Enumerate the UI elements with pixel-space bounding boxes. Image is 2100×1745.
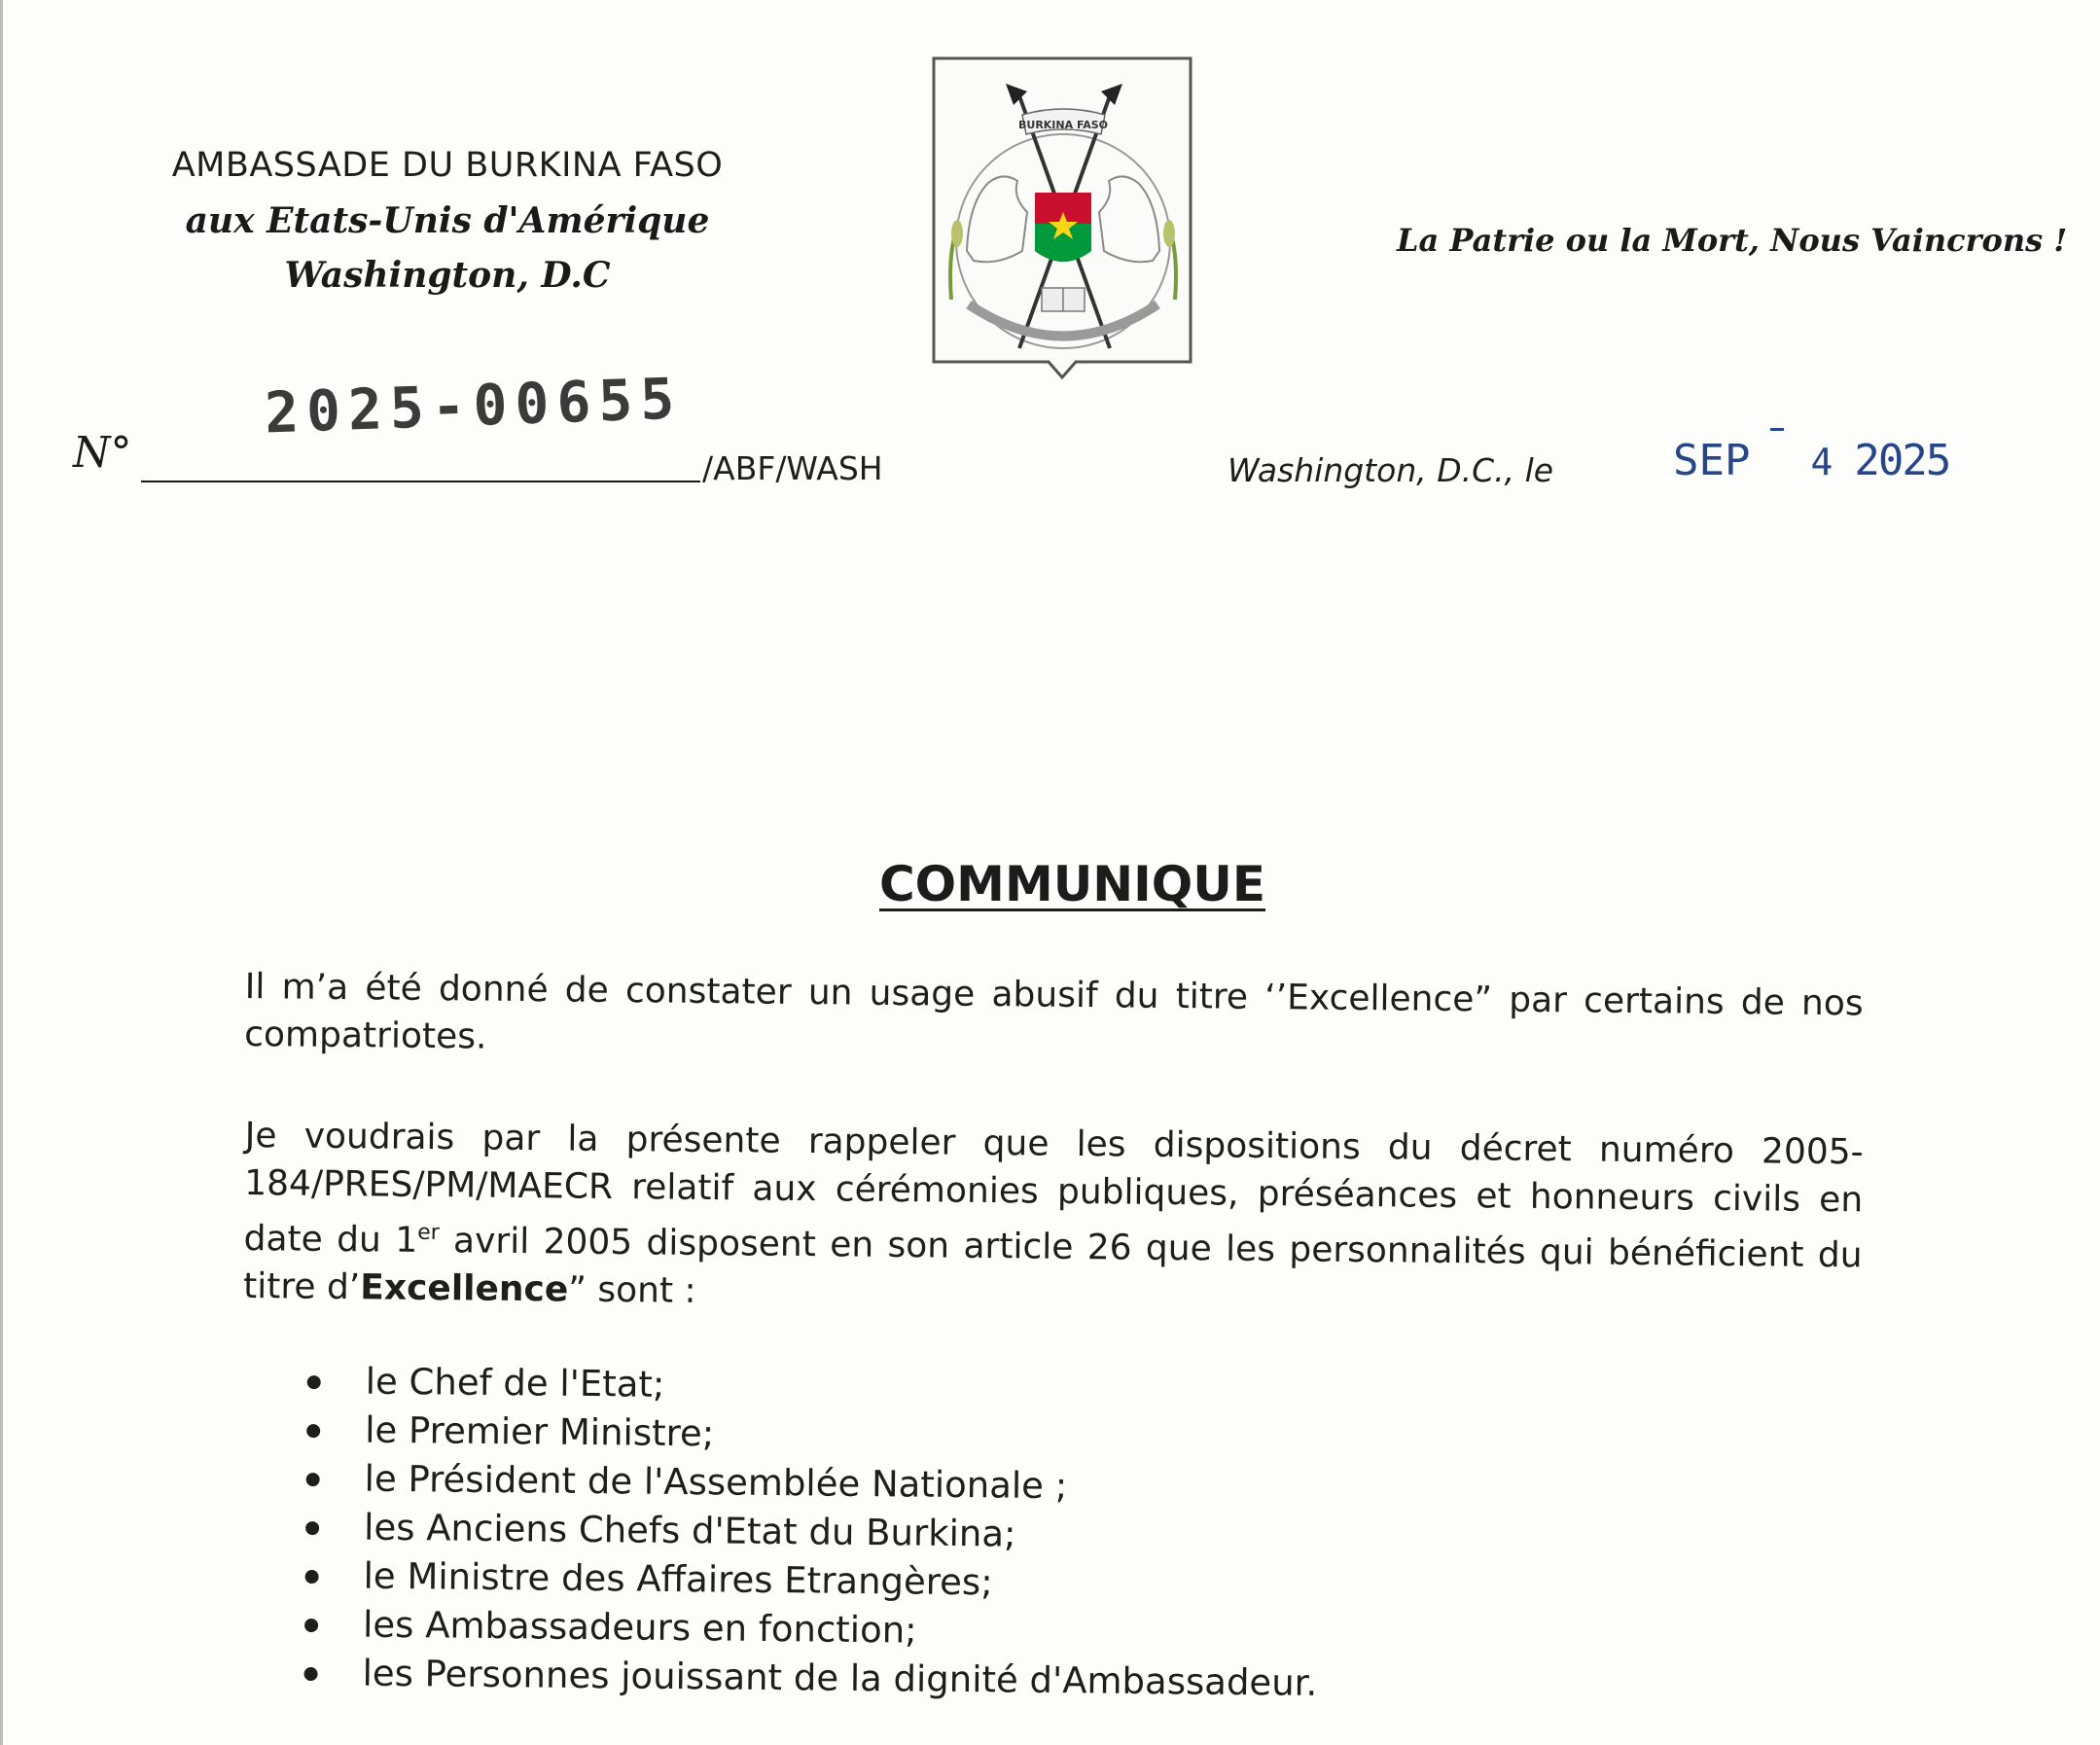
paragraph-2 [243, 1112, 1864, 1327]
paragraph-2-part1: Je voudrais par la présente rappeler que les dispositions du décret numéro 2005-184/PRES/PM/MAECR relatif aux cérémonies publiques, préséances et honneurs civils en date du 1 [243, 1115, 1864, 1261]
list-item: les Ambassadeurs en fonction; [304, 1600, 1318, 1659]
emblem-flag-shield [1035, 193, 1091, 262]
date-day: 4 [1810, 441, 1833, 483]
paragraph-2-bold: Excellence [360, 1267, 569, 1310]
paragraph-2-part2: avril 2005 disposent en son article 26 que les personnalités qui bénéficient du titre d’ [242, 1221, 1863, 1308]
embassy-name: AMBASSADE DU BURKINA FASO [171, 146, 724, 185]
national-motto: La Patrie ou la Mort, Nous Vaincrons ! [1397, 222, 2068, 259]
list-item: le Ministre des Affaires Etrangères; [304, 1551, 1318, 1611]
reference-underline [141, 481, 700, 482]
emblem-banner-text: BURKINA FASO [1018, 119, 1108, 131]
document-title [0, 856, 2100, 912]
list-item: les Personnes jouissant de la dignité d'Ambassadeur. [303, 1649, 1317, 1708]
list-item: le Président de l'Assemblée Nationale ; [305, 1454, 1319, 1514]
title-text: COMMUNIQUE [878, 856, 1266, 912]
list-item: le Chef de l'Etat; [306, 1357, 1320, 1416]
date-month: SEP [1673, 436, 1751, 485]
beneficiaries-list [303, 1357, 1320, 1708]
reference-prefix: N° [73, 428, 132, 478]
paragraph-2-part3: ” sont : [568, 1269, 696, 1311]
list-item: le Premier Ministre; [306, 1406, 1320, 1465]
embassy-subtitle: aux Etats-Unis d'Amérique [185, 200, 710, 241]
date-stamp-mark [1770, 428, 1784, 431]
paragraph-2-superscript: er [417, 1220, 440, 1246]
list-item: les Anciens Chefs d'Etat du Burkina; [305, 1503, 1319, 1562]
embassy-city: Washington, D.C [284, 255, 611, 296]
coat-of-arms-icon [930, 56, 1196, 381]
reference-number-stamp: 2025-00655 [263, 365, 684, 446]
date-stamp [1673, 436, 1949, 485]
embassy-letterhead [146, 146, 749, 296]
date-label: Washington, D.C., le [1228, 451, 1554, 489]
paragraph-1: Il m’a été donné de constater un usage abusif du titre ‘’Excellence” par certains de nos compatriotes. [244, 966, 1864, 1057]
date-year: 2025 [1854, 436, 1950, 485]
reference-suffix: /ABF/WASH [702, 449, 883, 487]
